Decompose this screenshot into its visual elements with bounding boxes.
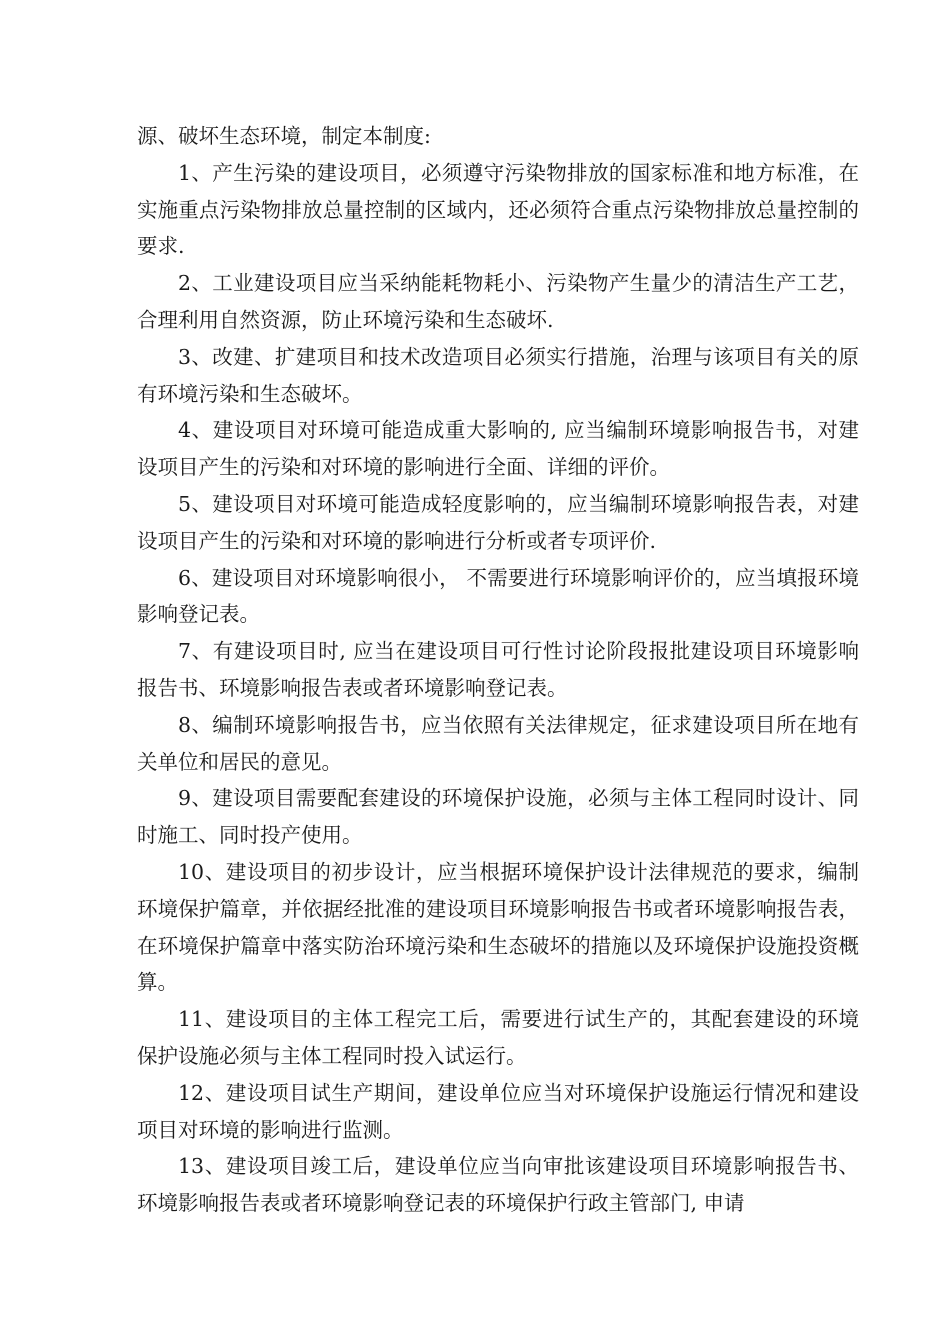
paragraph-item-9: 9、建设项目需要配套建设的环境保护设施，必须与主体工程同时设计、同时施工、同时投产使用。 (137, 786, 859, 848)
paragraph-item-4: 4、建设项目对环境可能造成重大影响的, 应当编制环境影响报告书，对建设项目产生的污染和对环境的影响进行全面、详细的评价。 (137, 418, 859, 480)
paragraph-item-8: 8、编制环境影响报告书，应当依照有关法律规定，征求建设项目所在地有关单位和居民的意见。 (137, 712, 859, 774)
paragraph-item-12: 12、建设项目试生产期间，建设单位应当对环境保护设施运行情况和建设项目对环境的影响进行监测。 (137, 1080, 859, 1142)
paragraph-item-6: 6、建设项目对环境影响很小， 不需要进行环境影响评价的，应当填报环境影响登记表。 (137, 565, 859, 627)
paragraph-item-5: 5、建设项目对环境可能造成轻度影响的，应当编制环境影响报告表，对建设项目产生的污染和对环境的影响进行分析或者专项评价. (137, 491, 859, 553)
paragraph-item-1: 1、产生污染的建设项目，必须遵守污染物排放的国家标准和地方标准，在实施重点污染物排放总量控制的区域内，还必须符合重点污染物排放总量控制的要求. (137, 160, 859, 259)
paragraph-item-7: 7、有建设项目时, 应当在建设项目可行性讨论阶段报批建设项目环境影响报告书、环境影响报告表或者环境影响登记表。 (137, 639, 859, 700)
document-body (137, 118, 859, 1222)
paragraph-item-10: 10、建设项目的初步设计，应当根据环境保护设计法律规范的要求，编制环境保护篇章，并依据经批准的建设项目环境影响报告书或者环境影响报告表，在环境保护篇章中落实防治环境污染和生态破坏的措施以及环境保护设施投资概算。 (137, 859, 859, 995)
paragraph-item-3: 3、改建、扩建项目和技术改造项目必须实行措施，治理与该项目有关的原有环境污染和生态破坏。 (137, 344, 859, 406)
paragraph-intro-continuation: 源、破坏生态环境，制定本制度: (137, 124, 431, 148)
paragraph-item-13: 13、建设项目竣工后，建设单位应当向审批该建设项目环境影响报告书、环境影响报告表或者环境影响登记表的环境保护行政主管部门, 申请 (137, 1154, 859, 1216)
paragraph-item-2: 2、工业建设项目应当采纳能耗物耗小、污染物产生量少的清洁生产工艺，合理利用自然资源，防止环境污染和生态破坏. (137, 271, 859, 332)
paragraph-item-11: 11、建设项目的主体工程完工后，需要进行试生产的，其配套建设的环境保护设施必须与主体工程同时投入试运行。 (137, 1007, 859, 1068)
